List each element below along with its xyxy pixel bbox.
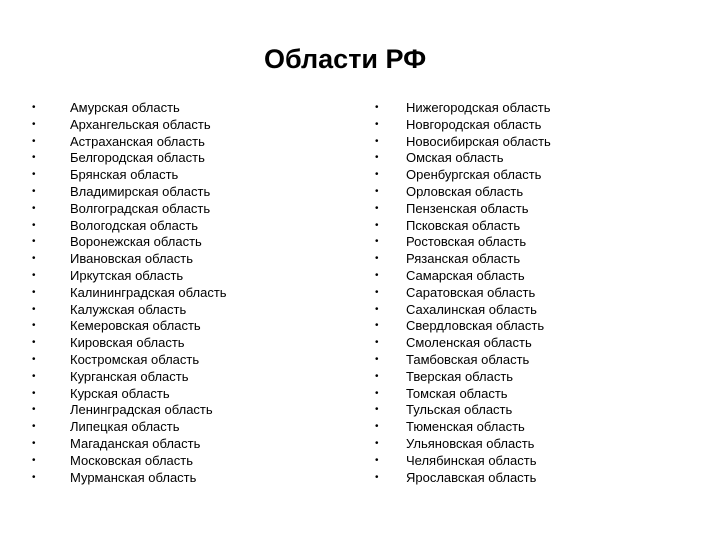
region-name: Новгородская область: [406, 116, 542, 132]
bullet-icon: •: [375, 253, 379, 265]
bullet-icon: •: [32, 471, 36, 483]
region-name: Пензенская область: [406, 200, 529, 216]
region-name: Московская область: [70, 452, 194, 468]
region-name: Сахалинская область: [406, 301, 537, 317]
region-name: Ярославская область: [406, 469, 537, 485]
region-name: Ростовская область: [406, 234, 527, 250]
bullet-icon: •: [32, 202, 36, 214]
region-name: Брянская область: [70, 167, 179, 183]
region-name: Ивановская область: [70, 251, 193, 267]
bullet-icon: •: [375, 169, 379, 181]
bullet-icon: •: [32, 135, 36, 147]
region-name: Томская область: [406, 385, 508, 401]
bullet-icon: •: [32, 404, 36, 416]
region-name: Курская область: [70, 385, 170, 401]
region-name: Вологодская область: [70, 217, 199, 233]
bullet-icon: •: [32, 185, 36, 197]
bullet-icon: •: [32, 118, 36, 130]
bullet-icon: •: [32, 337, 36, 349]
bullet-icon: •: [375, 202, 379, 214]
region-name: Белгородская область: [70, 150, 205, 166]
bullet-icon: •: [375, 152, 379, 164]
region-name: Кемеровская область: [70, 318, 201, 334]
region-name: Тульская область: [406, 402, 513, 418]
region-name: Амурская область: [70, 100, 180, 115]
region-name: Магаданская область: [70, 435, 201, 451]
region-name: Тюменская область: [406, 419, 525, 435]
region-name: Владимирская область: [70, 183, 211, 199]
region-name: Волгоградская область: [70, 200, 211, 216]
bullet-icon: •: [375, 286, 379, 298]
region-name: Липецкая область: [70, 419, 180, 435]
bullet-icon: •: [32, 219, 36, 231]
bullet-icon: •: [375, 353, 379, 365]
bullet-icon: •: [375, 219, 379, 231]
region-name: Курганская область: [70, 368, 189, 384]
bullet-icon: •: [32, 437, 36, 449]
bullet-icon: •: [32, 303, 36, 315]
region-name: Костромская область: [70, 351, 200, 367]
bullet-icon: •: [32, 102, 36, 113]
region-name: Тамбовская область: [406, 351, 530, 367]
region-name: Астраханская область: [70, 133, 205, 149]
bullet-icon: •: [375, 303, 379, 315]
bullet-icon: •: [32, 169, 36, 181]
bullet-icon: •: [375, 454, 379, 466]
bullet-icon: •: [32, 253, 36, 265]
bullet-icon: •: [32, 370, 36, 382]
bullet-icon: •: [375, 421, 379, 433]
region-name: Калининградская область: [70, 284, 227, 300]
bullet-icon: •: [32, 421, 36, 433]
bullet-icon: •: [375, 236, 379, 248]
region-name: Мурманская область: [70, 469, 197, 485]
bullet-icon: •: [375, 135, 379, 147]
bullet-icon: •: [375, 269, 379, 281]
region-name: Омская область: [406, 150, 504, 166]
region-name: Саратовская область: [406, 284, 536, 300]
region-name: Ленинградская область: [70, 402, 213, 418]
region-name: Смоленская область: [406, 335, 532, 351]
bullet-icon: •: [375, 185, 379, 197]
bullet-icon: •: [32, 353, 36, 365]
bullet-icon: •: [375, 387, 379, 399]
bullet-icon: •: [32, 269, 36, 281]
region-name: Ульяновская область: [406, 435, 535, 451]
region-name: Кировская область: [70, 335, 185, 351]
bullet-icon: •: [375, 471, 379, 483]
bullet-icon: •: [32, 454, 36, 466]
region-name: Самарская область: [406, 267, 525, 283]
region-name: Нижегородская область: [406, 100, 551, 115]
region-name: Орловская область: [406, 183, 524, 199]
region-name: Иркутская область: [70, 267, 184, 283]
bullet-icon: •: [375, 102, 379, 113]
bullet-icon: •: [32, 236, 36, 248]
bullet-icon: •: [375, 118, 379, 130]
region-name: Псковская область: [406, 217, 521, 233]
region-name: Рязанская область: [406, 251, 521, 267]
region-name: Тверская область: [406, 368, 514, 384]
bullet-icon: •: [375, 404, 379, 416]
region-name: Воронежская область: [70, 234, 202, 250]
bullet-icon: •: [32, 286, 36, 298]
bullet-icon: •: [375, 337, 379, 349]
bullet-icon: •: [32, 152, 36, 164]
region-name: Архангельская область: [70, 116, 211, 132]
bullet-icon: •: [32, 320, 36, 332]
region-name: Калужская область: [70, 301, 187, 317]
title-area: [0, 41, 720, 77]
region-name: Оренбургская область: [406, 167, 542, 183]
region-name: Свердловская область: [406, 318, 545, 334]
region-name: Новосибирская область: [406, 133, 551, 149]
bullet-icon: •: [375, 437, 379, 449]
page-title: Области РФ: [264, 44, 427, 74]
bullet-icon: •: [375, 370, 379, 382]
bullet-icon: •: [32, 387, 36, 399]
bullet-icon: •: [375, 320, 379, 332]
region-name: Челябинская область: [406, 452, 537, 468]
